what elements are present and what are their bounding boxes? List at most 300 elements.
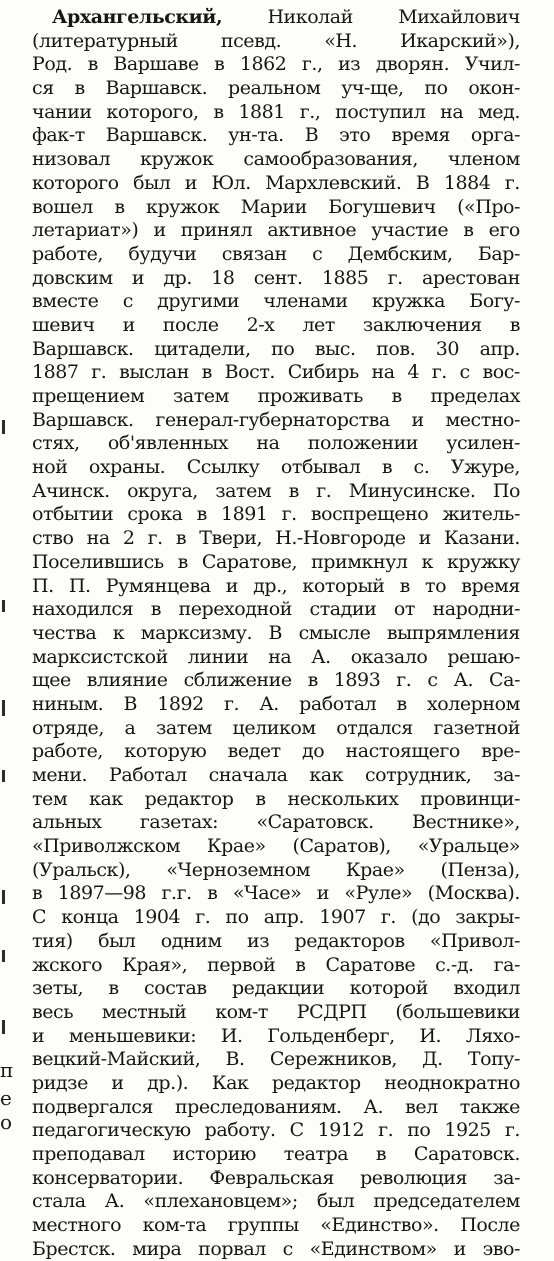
word: г. [504, 1119, 520, 1142]
word: целиком [232, 716, 316, 739]
text-line [32, 30, 520, 54]
word: поступил [335, 100, 426, 123]
word: нескольких [287, 787, 399, 810]
text-line [32, 101, 520, 125]
text-line [32, 219, 520, 243]
word: сотрудник, [364, 764, 472, 786]
word: примкнул [311, 550, 408, 573]
word: Богу- [469, 290, 520, 313]
word: вос- [482, 361, 520, 384]
text-line [32, 788, 520, 812]
word: г. [387, 266, 403, 289]
word: Варшавск. [105, 77, 208, 100]
word: на [256, 432, 280, 455]
left-margin-bleed [0, 0, 20, 1261]
word: (Уральск), [32, 858, 131, 881]
word: и [453, 1237, 466, 1260]
text-line [32, 717, 520, 741]
word: «Черноземном [166, 858, 311, 881]
word: довским [32, 266, 113, 289]
word: его [488, 219, 520, 242]
word: и [184, 171, 198, 194]
word: редакции [231, 977, 325, 1000]
word: первой [207, 953, 276, 976]
word: время [391, 124, 450, 147]
word: «Единство». [320, 1214, 439, 1237]
word: проживать [257, 385, 363, 407]
word: В [415, 171, 430, 194]
word: другими [157, 290, 240, 313]
word: кружку [446, 550, 520, 573]
word: время [461, 574, 520, 597]
word: выс. [314, 337, 356, 360]
word: пов. [376, 337, 416, 360]
word: группы [227, 1214, 299, 1237]
text-line [32, 1001, 520, 1025]
word: как [309, 764, 344, 786]
word: с [122, 290, 133, 313]
word: в [108, 977, 119, 1000]
word: усилен- [446, 432, 520, 455]
text-line [32, 361, 520, 385]
word: работу. [204, 1119, 276, 1142]
word: («Про- [457, 195, 520, 218]
word: (Москва). [427, 882, 520, 905]
word: сближение [183, 669, 292, 692]
word: уч-ще, [341, 77, 404, 100]
word: в [87, 53, 98, 76]
text-line [32, 409, 520, 433]
text-line [32, 859, 520, 883]
word: И. [419, 1024, 442, 1047]
word: смысле [298, 621, 371, 644]
word: в [214, 53, 225, 76]
word: в [295, 953, 306, 976]
word: самообразования, [243, 148, 418, 171]
word: на [86, 527, 110, 550]
word: (до [411, 906, 441, 929]
word: округа, [127, 479, 198, 502]
word: меньшевики: [68, 1024, 197, 1047]
word: Марии [240, 195, 307, 218]
word: и [316, 882, 329, 905]
word: в [399, 574, 410, 597]
word: кружок [146, 195, 220, 218]
word: апр. [263, 906, 305, 929]
text-line [32, 740, 520, 764]
word: 18 [211, 266, 235, 289]
text-line [32, 124, 520, 148]
word: стях, [32, 432, 80, 455]
text-line [32, 930, 520, 954]
word: дворян. [375, 53, 450, 76]
word: мира [132, 1237, 182, 1260]
margin-letter: п [0, 1058, 14, 1082]
word: кружок [140, 148, 214, 171]
word: холерном [426, 692, 520, 715]
word: а [124, 716, 136, 739]
word: которого [32, 171, 119, 194]
word: чании [32, 100, 92, 123]
word: В [304, 124, 319, 147]
word: Варшавск. [32, 337, 134, 360]
text-line [32, 267, 520, 291]
text-line [32, 1214, 520, 1238]
margin-letter: о [0, 1110, 13, 1134]
word: которую [124, 740, 207, 763]
word: в [463, 219, 474, 242]
word: конца [61, 906, 119, 929]
word: «Руле» [344, 882, 413, 905]
text-line [32, 882, 520, 906]
headword: Архангельский, [52, 6, 223, 28]
text-line [32, 1048, 520, 1072]
word: в [509, 313, 520, 336]
word: на [440, 100, 464, 123]
word: в [177, 550, 188, 573]
word: (большевики [395, 1000, 520, 1023]
text-line [32, 1072, 520, 1096]
word: цитадели, [154, 337, 251, 360]
word: шевич [32, 313, 95, 336]
word: стала [32, 1190, 86, 1213]
word: П. [68, 574, 91, 597]
word: и [32, 1024, 45, 1047]
word: Дембским, [347, 242, 453, 265]
word: вецкий-Майский, [32, 1048, 201, 1071]
text-line [32, 811, 520, 835]
word: Варшавск. [32, 408, 134, 431]
word: альных [32, 811, 102, 834]
text-line [32, 432, 520, 456]
word: затем [215, 479, 272, 502]
word: подвергался [32, 1095, 153, 1118]
word: генерал-губернаторства [155, 408, 390, 431]
word: ридзе [32, 1071, 88, 1094]
word: положении [307, 432, 419, 455]
word: по [271, 337, 295, 360]
word: народни- [432, 598, 520, 621]
word: в [375, 1143, 387, 1165]
word: об'явленных [107, 432, 229, 455]
word: охраны. [88, 456, 166, 479]
word: по [407, 1119, 431, 1142]
word: 1925 [444, 1119, 491, 1142]
word: 1912 [317, 1119, 365, 1142]
word: 2-х [246, 313, 275, 336]
word: По [492, 479, 520, 502]
margin-mark [2, 890, 5, 904]
word: Поселившись [32, 550, 164, 573]
word: г. [281, 503, 297, 526]
word: в [391, 385, 402, 407]
word: и [122, 313, 135, 336]
word: низовал [32, 148, 111, 171]
word: отдался [336, 716, 413, 739]
word: газетах: [139, 811, 219, 834]
word: вошел [32, 195, 93, 218]
word: с [427, 669, 438, 692]
text-line [32, 480, 520, 504]
word: Н.-Новгороде [275, 527, 406, 550]
word: г., [299, 100, 321, 123]
margin-mark [2, 420, 5, 434]
word: А. [453, 669, 474, 692]
word: зеты, [32, 977, 84, 1000]
word: окон- [468, 77, 520, 100]
word: которой [349, 977, 428, 1000]
word: в [201, 361, 212, 384]
word: фак-т [32, 124, 85, 147]
word: Крае» [345, 858, 405, 881]
text-line [32, 1190, 520, 1214]
word: А. [363, 1095, 384, 1118]
word: После [460, 1214, 520, 1237]
word: активное [267, 219, 357, 242]
word: выслан [119, 361, 189, 384]
word: решаю- [447, 645, 520, 668]
word: г. [316, 479, 332, 502]
word: Юл. [211, 171, 251, 194]
word: редакторов [294, 929, 405, 952]
word: как [89, 787, 123, 810]
margin-mark [2, 700, 5, 716]
word: Род. [32, 53, 73, 76]
word: Саратове, [201, 550, 298, 573]
word: Ляхо- [465, 1024, 520, 1047]
word: ниным. [32, 692, 104, 715]
word: эво- [482, 1237, 520, 1260]
text-line [32, 669, 520, 693]
word: Бар- [477, 242, 520, 265]
word: Края», [122, 953, 188, 976]
word: 1897—98 [57, 882, 147, 905]
word: жского [32, 953, 103, 976]
word: мени. [32, 764, 88, 786]
word: Саратовск. [413, 1143, 520, 1165]
text-line [32, 6, 520, 30]
text-line [32, 172, 520, 196]
word: одним [160, 929, 222, 952]
word: и [411, 408, 424, 431]
word: вре- [481, 740, 520, 763]
text-line [32, 338, 520, 362]
margin-mark [2, 600, 5, 612]
word: «Часе» [232, 882, 302, 905]
word: с. [413, 456, 430, 479]
word: выпрямления [386, 621, 520, 644]
text-line [32, 314, 520, 338]
word: ся [32, 77, 54, 100]
word: 1907 [319, 906, 366, 929]
word: Румянцева [105, 574, 211, 597]
word: 1881 [238, 100, 285, 123]
word: находился [32, 598, 134, 621]
word: др. [163, 266, 192, 289]
word: на [268, 645, 292, 668]
margin-mark [2, 1020, 5, 1034]
word: г. [378, 1119, 394, 1142]
encyclopedia-entry [32, 6, 520, 1261]
word: Казани. [444, 527, 520, 550]
word: марксизму. [140, 621, 253, 644]
word: состав [144, 977, 207, 1000]
word: г. [380, 906, 396, 929]
word: В [268, 621, 283, 644]
text-line [32, 1119, 520, 1143]
word: стадии [309, 598, 377, 621]
text-line [32, 906, 520, 930]
word: Вестнике», [412, 811, 520, 834]
word: Учил- [464, 53, 520, 76]
word: местного [32, 1214, 122, 1237]
word: принял [180, 219, 253, 242]
word: после [162, 313, 219, 336]
word: театра [283, 1143, 349, 1165]
word: членом [447, 148, 520, 171]
text-line [32, 551, 520, 575]
word: «Саратовск. [256, 811, 374, 834]
word: др., [253, 574, 288, 597]
text-line [32, 693, 520, 717]
word: входил [453, 977, 520, 1000]
word: псевд. [220, 29, 282, 52]
word: 1884 [443, 171, 491, 194]
word: г. [431, 361, 447, 384]
word: Богушевич [328, 195, 436, 218]
word: ной [32, 456, 68, 479]
text-line [32, 646, 520, 670]
word: за- [493, 1166, 520, 1189]
word: Ссылку [186, 456, 260, 479]
word: по [424, 77, 448, 100]
word: также [459, 1095, 520, 1118]
text-line [32, 1238, 520, 1261]
margin-letter: е [0, 1086, 12, 1110]
text-line [32, 954, 520, 978]
word: Февральская [209, 1166, 334, 1189]
word: «Н. [324, 29, 358, 52]
word: местно- [445, 408, 520, 431]
word: Минусинске. [348, 479, 476, 502]
word: тем [32, 787, 68, 810]
text-line [32, 1096, 520, 1120]
word: Ачинск. [32, 479, 110, 502]
word: педагогическую [32, 1119, 191, 1142]
word: из [247, 929, 270, 952]
word: С [32, 906, 47, 929]
word: Твери, [199, 527, 263, 550]
word: П. [32, 574, 54, 597]
word: который [302, 574, 385, 597]
word: щее [32, 669, 71, 692]
word: сент. [253, 266, 303, 289]
word: срока [127, 503, 183, 526]
word: марксистской [32, 645, 168, 668]
word: лет [302, 313, 335, 336]
text-line [32, 77, 520, 101]
word: с [459, 361, 470, 384]
word: пределах [430, 385, 520, 407]
word: 1862 [239, 53, 287, 76]
word: воспрещено [310, 503, 429, 526]
word: г. [147, 527, 163, 550]
text-line [32, 598, 520, 622]
word: летариат») [32, 219, 139, 242]
word: к [112, 621, 125, 644]
word: по [225, 906, 249, 929]
text-line [32, 53, 520, 77]
word: г.г. [161, 882, 192, 905]
word: в [114, 195, 125, 218]
text-line [32, 290, 520, 314]
word: арестован [422, 266, 520, 289]
word: С [289, 1119, 304, 1142]
word: переходной [178, 598, 292, 621]
word: «Приволжском [32, 835, 181, 858]
word: работал [299, 692, 377, 715]
text-line [32, 503, 520, 527]
word: влияние [86, 669, 168, 692]
word: с.-д. [435, 953, 474, 976]
word: заключения [362, 313, 482, 336]
word: затем [155, 716, 212, 739]
word: Икарский»), [400, 29, 520, 52]
word: реальном [227, 77, 321, 100]
word: вел [405, 1095, 438, 1118]
word: га- [493, 953, 520, 976]
text-line [32, 385, 520, 409]
word: (Саратов), [292, 835, 391, 858]
word: и [153, 219, 166, 242]
word: затем [172, 385, 229, 407]
word: Гольденберг, [267, 1024, 395, 1047]
word: которого, [106, 100, 199, 123]
word: к [421, 550, 433, 573]
word: оказало [350, 645, 428, 668]
word: «плехановцем»; [143, 1190, 298, 1213]
text-line [32, 527, 520, 551]
word: отряде, [32, 716, 104, 739]
word: преподавал [32, 1143, 145, 1165]
word: (Пенза), [440, 858, 520, 881]
word: «Уральце» [417, 835, 520, 858]
text-line [32, 1025, 520, 1049]
text-line [32, 764, 520, 788]
word: прещением [32, 385, 145, 407]
word: и [225, 574, 238, 597]
word: ком-та [142, 1214, 207, 1237]
word: в [288, 479, 299, 502]
word: 1885 [321, 266, 369, 289]
word: сначала [208, 764, 288, 786]
word: Сережников, [269, 1048, 397, 1071]
word: И. [220, 1024, 243, 1047]
word: 30 [435, 337, 460, 360]
word: преследованиям. [174, 1095, 342, 1118]
word: за- [493, 764, 520, 786]
word: участие [371, 219, 449, 242]
word: г. [396, 669, 412, 692]
word: газетной [433, 716, 520, 739]
word: провинци- [420, 787, 520, 810]
word: революция [360, 1166, 468, 1189]
text-line [32, 1167, 520, 1191]
word: порвал [198, 1237, 266, 1260]
word: г., [301, 53, 323, 76]
word: 1893 [333, 669, 381, 692]
word: работе, [32, 242, 104, 265]
